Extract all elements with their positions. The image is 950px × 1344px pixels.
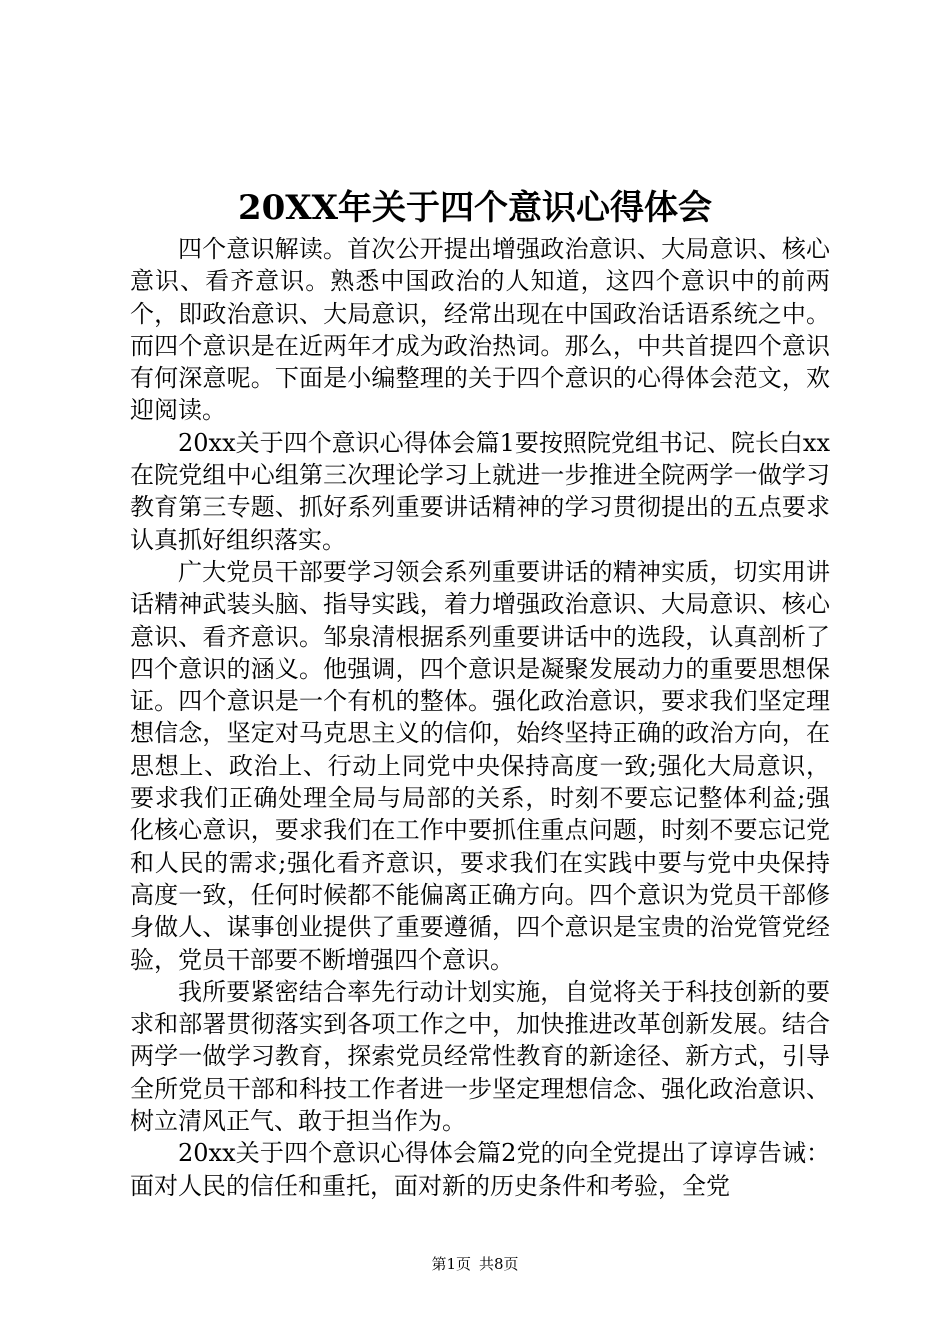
paragraph-essay-1-conclusion: 我所要紧密结合率先行动计划实施，自觉将关于科技创新的要求和部署贯彻落实到各项工作之中，加快推进改革创新发展。结合两学一做学习教育，探索党员经常性教育的新途径、新方式，引导全所党员干部和科技工作者进一步坚定理想信念、强化政治意识、树立清风正气、敢于担当作为。: [130, 977, 830, 1136]
page-number: 第1页: [431, 1255, 471, 1273]
page-total: 共8页: [479, 1255, 519, 1273]
paragraph-essay-1-body: 广大党员干部要学习领会系列重要讲话的精神实质，切实用讲话精神武装头脑、指导实践，着力增强政治意识、大局意识、核心意识、看齐意识。邹泉清根据系列重要讲话中的选段，认真剖析了四个意识的涵义。他强调，四个意识是凝聚发展动力的重要思想保证。四个意识是一个有机的整体。强化政治意识，要求我们坚定理想信念，坚定对马克思主义的信仰，始终坚持正确的政治方向，在思想上、政治上、行动上同党中央保持高度一致;强化大局意识，要求我们正确处理全局与局部的关系，时刻不要忘记整体利益;强化核心意识，要求我们在工作中要抓住重点问题，时刻不要忘记党和人民的需求;强化看齐意识，要求我们在实践中要与党中央保持高度一致，任何时候都不能偏离正确方向。四个意识为党员干部修身做人、谋事创业提供了重要遵循，四个意识是宝贵的治党管党经验，党员干部要不断增强四个意识。: [130, 557, 830, 974]
paragraph-essay-1-opening: 20xx关于四个意识心得体会篇1要按照院党组书记、院长白xx在院党组中心组第三次理论学习上就进一步推进全院两学一做学习教育第三专题、抓好系列重要讲话精神的学习贯彻提出的五点要求认真抓好组织落实。: [130, 428, 830, 554]
document-title: 20XX年关于四个意识心得体会: [237, 188, 713, 228]
paragraph-intro: 四个意识解读。首次公开提出增强政治意识、大局意识、核心意识、看齐意识。熟悉中国政治的人知道，这四个意识中的前两个，即政治意识、大局意识，经常出现在中国政治话语系统之中。而四个意识是在近两年才成为政治热词。那么，中共首提四个意识有何深意呢。下面是小编整理的关于四个意识的心得体会范文，欢迎阅读。: [130, 235, 830, 425]
page-footer: [0, 1254, 950, 1274]
document-body: [130, 233, 830, 1202]
paragraph-essay-2-opening: 20xx关于四个意识心得体会篇2党的向全党提出了谆谆告诫：面对人民的信任和重托，面对新的历史条件和考验，全党: [130, 1139, 830, 1200]
